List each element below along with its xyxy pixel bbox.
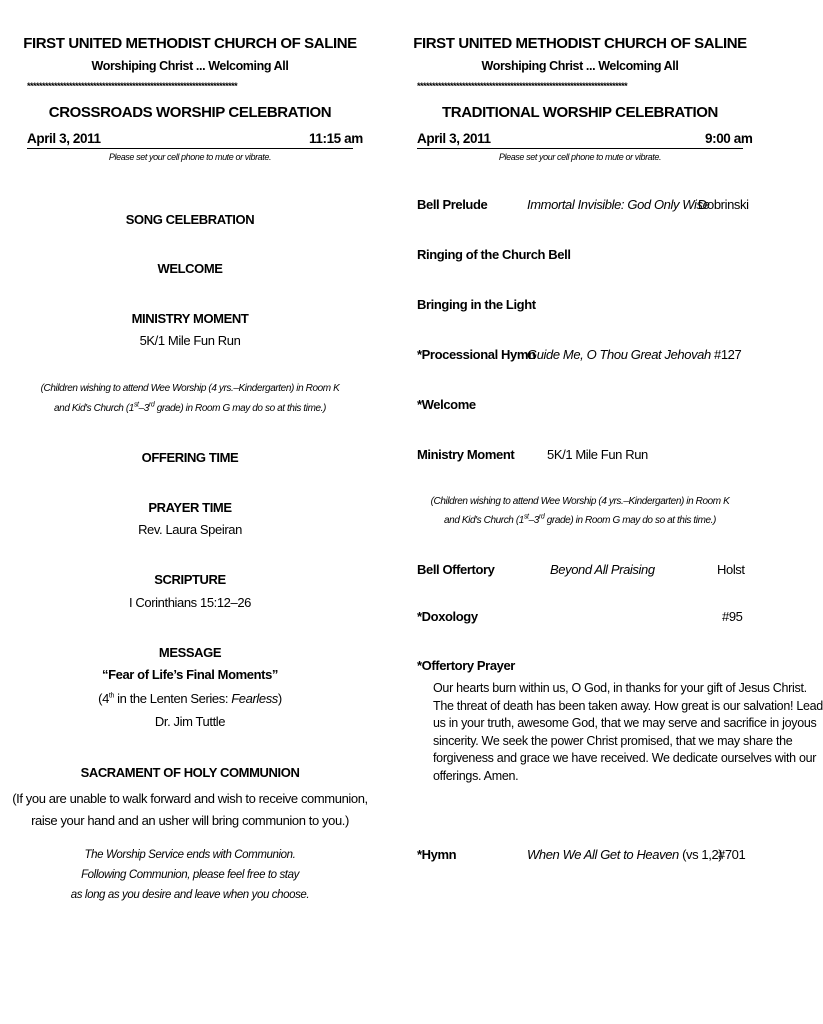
left-date: April 3, 2011 bbox=[27, 131, 101, 146]
right-processional-title: Guide Me, O Thou Great Jehovah bbox=[527, 347, 711, 362]
left-ministry-sub: 5K/1 Mile Fun Run bbox=[139, 333, 241, 348]
right-children-note-line1: (Children wishing to attend Wee Worship (4 yrs.–Kindergarten) in Room K bbox=[430, 496, 730, 507]
right-church-name: FIRST UNITED METHODIST CHURCH OF SALINE bbox=[413, 35, 747, 52]
prayer-line: sincerity. We seek the power Christ promised, that we may share the bbox=[433, 733, 793, 748]
right-bell-prelude: Bell Prelude bbox=[417, 197, 488, 212]
left-ends-line2: Following Communion, please feel free to stay bbox=[81, 869, 299, 881]
right-welcome: *Welcome bbox=[417, 397, 476, 412]
left-service-title: CROSSROADS WORSHIP CELEBRATION bbox=[48, 104, 332, 121]
left-welcome: WELCOME bbox=[157, 261, 223, 276]
right-bringing-light: Bringing in the Light bbox=[417, 297, 536, 312]
right-offertory-title: Beyond All Praising bbox=[550, 562, 655, 577]
left-song-celebration: SONG CELEBRATION bbox=[125, 212, 255, 227]
right-date: April 3, 2011 bbox=[417, 131, 491, 146]
left-date-rule bbox=[27, 148, 353, 149]
left-time: 11:15 am bbox=[309, 131, 363, 146]
right-bell-prelude-composer: Dobrinski bbox=[698, 197, 749, 212]
right-ministry-moment: Ministry Moment bbox=[417, 447, 515, 462]
left-communion-line1: (If you are unable to walk forward and wish to receive communion, bbox=[12, 791, 368, 806]
right-hymn-title-line: When We All Get to Heaven (vs 1,2) bbox=[527, 847, 723, 862]
prayer-line: offerings. Amen. bbox=[433, 768, 519, 783]
prayer-line: The threat of death has been taken away. How great is our salvation! Lead bbox=[433, 698, 823, 713]
right-ringing-bell: Ringing of the Church Bell bbox=[417, 247, 571, 262]
left-ends-line1: The Worship Service ends with Communion. bbox=[84, 849, 296, 861]
left-message-title: “Fear of Life’s Final Moments” bbox=[101, 667, 279, 682]
right-star-divider: ********************************************************************** bbox=[417, 81, 628, 91]
left-communion-line2: raise your hand and an usher will bring communion to you.) bbox=[31, 813, 349, 828]
prayer-line: us in your truth, awesome God, that we may serve and sacrifice in joyous bbox=[433, 716, 817, 730]
left-children-note-line2: and Kid's Church (1st–3rd grade) in Room G may do so at this time.) bbox=[54, 401, 326, 414]
right-processional-number: #127 bbox=[714, 347, 742, 362]
right-bell-offertory: Bell Offertory bbox=[417, 562, 495, 577]
right-children-note-line2: and Kid's Church (1st–3rd grade) in Room G may do so at this time.) bbox=[444, 513, 716, 526]
right-offertory-prayer-heading: *Offertory Prayer bbox=[417, 658, 515, 673]
right-offertory-composer: Holst bbox=[717, 562, 745, 577]
left-children-note-line1: (Children wishing to attend Wee Worship (4 yrs.–Kindergarten) in Room K bbox=[40, 383, 340, 394]
left-ends-line3: as long as you desire and leave when you choose. bbox=[70, 889, 310, 901]
right-service-title: TRADITIONAL WORSHIP CELEBRATION bbox=[442, 104, 718, 121]
left-motto: Worshiping Christ ... Welcoming All bbox=[91, 59, 289, 73]
left-prayer-heading: PRAYER TIME bbox=[148, 500, 232, 515]
left-offering: OFFERING TIME bbox=[141, 450, 239, 465]
prayer-line: forgiveness and grace we have received. We dedicate ourselves with our bbox=[433, 751, 817, 765]
left-star-divider: ********************************************************************** bbox=[27, 81, 238, 91]
right-doxology: *Doxology bbox=[417, 609, 478, 624]
left-church-name: FIRST UNITED METHODIST CHURCH OF SALINE bbox=[23, 35, 357, 52]
left-ministry-heading: MINISTRY MOMENT bbox=[131, 311, 249, 326]
right-time: 9:00 am bbox=[705, 131, 753, 146]
left-series-line: (4th in the Lenten Series: Fearless) bbox=[98, 691, 282, 706]
left-scripture-sub: I Corinthians 15:12–26 bbox=[128, 595, 252, 610]
left-phone-note: Please set your cell phone to mute or vibrate. bbox=[108, 152, 272, 162]
left-scripture-heading: SCRIPTURE bbox=[154, 572, 226, 587]
right-ministry-sub: 5K/1 Mile Fun Run bbox=[547, 447, 648, 462]
right-processional-hymn: *Processional Hymn bbox=[417, 347, 536, 362]
right-offertory-prayer-text bbox=[433, 680, 823, 785]
prayer-line: Our hearts burn within us, O God, in thanks for your gift of Jesus Christ. bbox=[433, 681, 807, 695]
left-message-heading: MESSAGE bbox=[158, 645, 222, 660]
left-communion-heading: SACRAMENT OF HOLY COMMUNION bbox=[80, 765, 300, 780]
left-prayer-sub: Rev. Laura Speiran bbox=[138, 522, 242, 537]
right-doxology-number: #95 bbox=[722, 609, 743, 624]
right-bell-prelude-title: Immortal Invisible: God Only Wise bbox=[527, 197, 710, 212]
right-motto: Worshiping Christ ... Welcoming All bbox=[481, 59, 679, 73]
left-preacher: Dr. Jim Tuttle bbox=[154, 714, 226, 729]
right-hymn: *Hymn bbox=[417, 847, 457, 862]
right-date-rule bbox=[417, 148, 743, 149]
right-hymn-number: #701 bbox=[718, 847, 746, 862]
right-phone-note: Please set your cell phone to mute or vibrate. bbox=[498, 152, 662, 162]
